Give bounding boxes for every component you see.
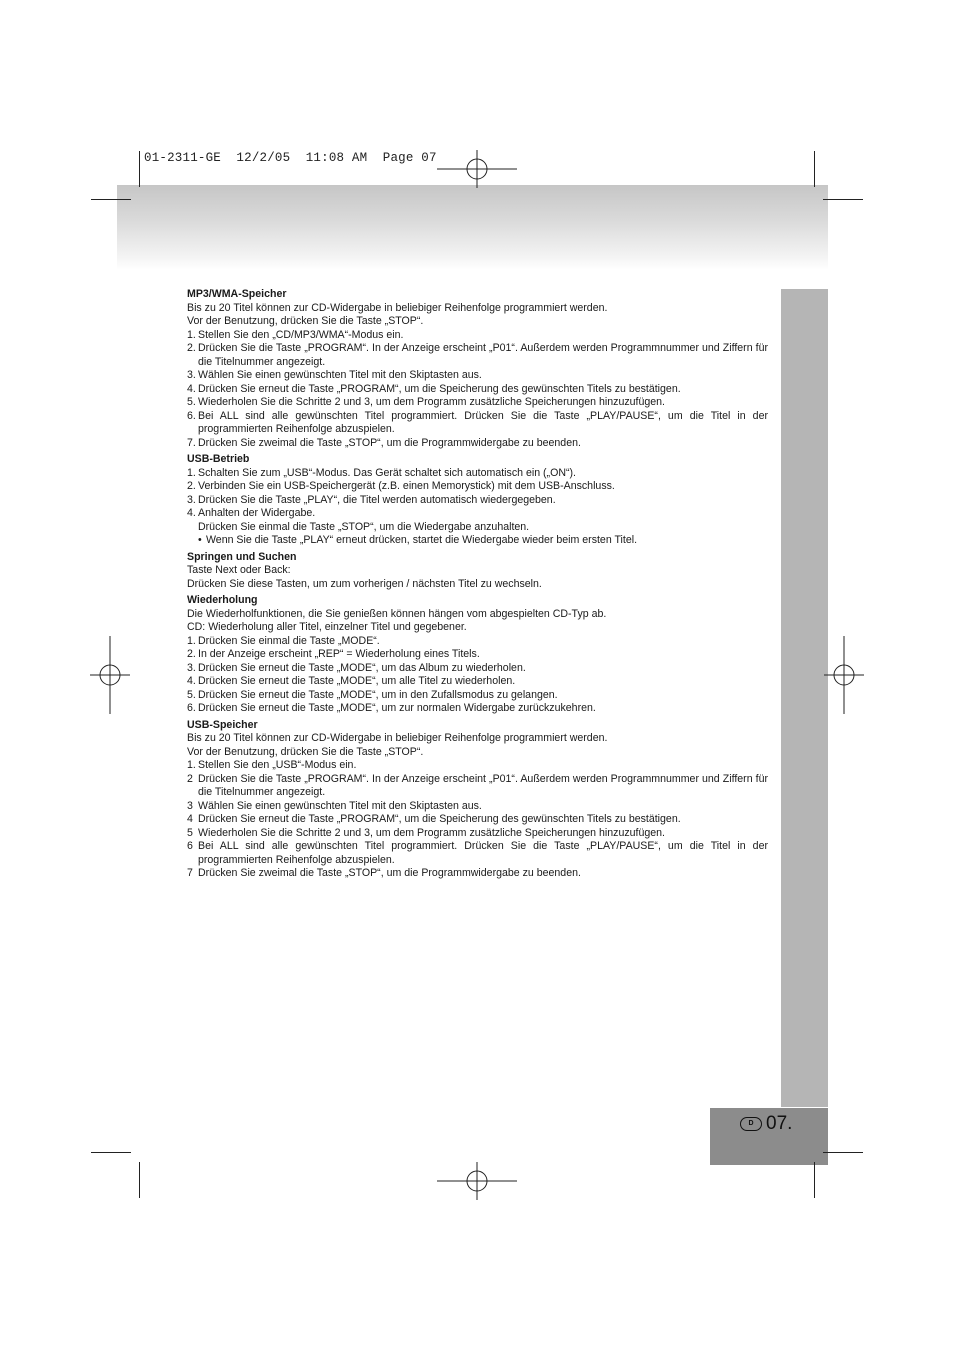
step-text: Wiederholen Sie die Schritte 2 und 3, um dem Programm zusätzliche Speicherungen hinzuzufügen. <box>198 396 665 408</box>
section-title: Springen und Suchen <box>187 550 297 563</box>
crop-mark <box>139 151 140 187</box>
registration-mark-icon <box>90 636 130 716</box>
header-band <box>117 185 828 270</box>
step-number: 6. <box>187 409 196 422</box>
section-title: MP3/WMA-Speicher <box>187 288 287 300</box>
step-text: Drücken Sie erneut die Taste „PROGRAM“, um die Speicherung des gewünschten Titels zu bestätigen. <box>198 813 681 825</box>
intro-line: Bis zu 20 Titel können zur CD-Widergabe in beliebiger Reihenfolge programmiert werden. <box>187 732 608 744</box>
bullet-item <box>187 534 768 548</box>
step-text: Wählen Sie einen gewünschten Titel mit den Skiptasten aus. <box>198 799 482 812</box>
step-number: 2. <box>187 342 196 354</box>
step-number: 3. <box>187 661 196 674</box>
step <box>187 689 768 703</box>
intro-line: Drücken Sie diese Tasten, um zum vorherigen / nächsten Titel zu wechseln. <box>187 577 542 590</box>
section-mp3-wma-speicher <box>187 288 768 450</box>
section-title: USB-Speicher <box>187 718 258 731</box>
intro-line: Bis zu 20 Titel können zur CD-Widergabe in beliebiger Reihenfolge programmiert werden. <box>187 301 608 314</box>
step-text: Anhalten der Widergabe. <box>198 507 316 519</box>
bullet-icon: • <box>198 534 202 546</box>
step-text: Wiederholen Sie die Schritte 2 und 3, um dem Programm zusätzliche Speicherungen hinzuzufügen. <box>198 826 665 839</box>
step-number: 4. <box>187 382 196 395</box>
step <box>187 635 768 649</box>
step-number: 5 <box>187 826 193 839</box>
registration-mark-icon <box>437 150 517 190</box>
step <box>187 410 768 437</box>
intro-line: Vor der Benutzung, drücken Sie die Taste „STOP“. <box>187 745 424 758</box>
step <box>187 480 768 494</box>
step-text: Drücken Sie erneut die Taste „MODE“, um zur normalen Widergabe zurückzukehren. <box>198 702 596 714</box>
section-wiederholung <box>187 594 768 716</box>
step <box>187 383 768 397</box>
intro-line: Taste Next oder Back: <box>187 564 291 576</box>
section-usb-speicher <box>187 719 768 881</box>
page-number <box>740 1113 792 1135</box>
step-number: 7. <box>187 436 196 449</box>
step-text: Stellen Sie den „CD/MP3/WMA“-Modus ein. <box>198 328 404 341</box>
step-text: Drücken Sie zweimal die Taste „STOP“, um die Programmwidergabe zu beenden. <box>198 867 581 879</box>
step-number: 2. <box>187 648 196 660</box>
step-number: 1. <box>187 759 196 771</box>
step <box>187 840 768 867</box>
crop-mark <box>139 1162 140 1198</box>
section-title: USB-Betrieb <box>187 453 250 465</box>
step <box>187 702 768 716</box>
step-text: Schalten Sie zum „USB“-Modus. Das Gerät schaltet sich automatisch ein („ON“). <box>198 466 576 479</box>
sub-line: Drücken Sie einmal die Taste „STOP“, um die Wiedergabe anzuhalten. <box>198 520 530 533</box>
step-text: Bei ALL sind alle gewünschten Titel programmiert. Drücken Sie die Taste „PLAY/PAUSE“, um die Titel in der programmierten Reihenfolge abzuspielen. <box>198 840 768 866</box>
page-number-text: 07. <box>766 1113 793 1134</box>
step-number: 7 <box>187 867 193 879</box>
crop-mark <box>814 1162 815 1198</box>
step-number: 3. <box>187 493 196 506</box>
step <box>187 773 768 800</box>
step-text: Wählen Sie einen gewünschten Titel mit den Skiptasten aus. <box>198 369 482 381</box>
step-text: Drücken Sie erneut die Taste „MODE“, um in den Zufallsmodus zu gelangen. <box>198 688 558 701</box>
crop-mark <box>814 151 815 187</box>
step-text: Verbinden Sie ein USB-Speichergerät (z.B. einen Memorystick) mit dem USB-Anschluss. <box>198 480 615 492</box>
step-number: 6. <box>187 702 196 714</box>
step <box>187 494 768 508</box>
step <box>187 507 768 521</box>
side-tab <box>781 289 828 1107</box>
section-title: Wiederholung <box>187 594 258 606</box>
step-text: Drücken Sie die Taste „PROGRAM“. In der Anzeige erscheint „P01“. Außerdem werden Programmnummer und Ziffern für die Titelnummer angezeigt. <box>198 342 768 368</box>
registration-mark-icon <box>824 636 864 716</box>
step-number: 6 <box>187 840 193 852</box>
intro-line: CD: Wiederholung aller Titel, einzelner Titel und gegebener. <box>187 621 467 633</box>
crop-mark <box>91 199 131 200</box>
step <box>187 813 768 827</box>
step-number: 4. <box>187 675 196 687</box>
step <box>187 342 768 369</box>
step <box>187 800 768 814</box>
language-badge: D <box>740 1117 762 1131</box>
step-text: Drücken Sie die Taste „PLAY“, die Titel werden automatisch wiedergegeben. <box>198 493 556 506</box>
step-number: 1. <box>187 328 196 341</box>
step <box>187 369 768 383</box>
step <box>187 675 768 689</box>
step-number: 4 <box>187 813 193 825</box>
step-number: 3. <box>187 369 196 381</box>
manual-content <box>187 288 768 884</box>
step-number: 2. <box>187 480 196 492</box>
intro-line: Vor der Benutzung, drücken Sie die Taste „STOP“. <box>187 315 424 327</box>
section-springen-und-suchen <box>187 551 768 592</box>
step-text: Drücken Sie erneut die Taste „MODE“, um alle Titel zu wiederholen. <box>198 675 516 687</box>
step <box>187 437 768 451</box>
step-text: Stellen Sie den „USB“-Modus ein. <box>198 759 357 771</box>
crop-mark <box>91 1152 131 1153</box>
step <box>187 827 768 841</box>
bullet-text: Wenn Sie die Taste „PLAY“ erneut drücken, startet die Wiedergabe wieder beim ersten Titel. <box>206 534 638 546</box>
registration-mark-icon <box>437 1162 517 1202</box>
step <box>187 759 768 773</box>
step-text: Drücken Sie die Taste „PROGRAM“. In der Anzeige erscheint „P01“. Außerdem werden Programmnummer und Ziffern für die Titelnummer angezeigt. <box>198 772 768 798</box>
step-text: Drücken Sie erneut die Taste „PROGRAM“, um die Speicherung des gewünschten Titels zu bestätigen. <box>198 382 681 395</box>
crop-mark <box>823 199 863 200</box>
intro-line: Die Wiederholfunktionen, die Sie genießen können hängen vom abgespielten CD-Typ ab. <box>187 607 607 620</box>
step-text: Drücken Sie einmal die Taste „MODE“. <box>198 634 380 647</box>
step-text: In der Anzeige erscheint „REP“ = Wiederholung eines Titels. <box>198 648 480 660</box>
step-number: 4. <box>187 507 196 519</box>
print-slug: 01-2311-GE 12/2/05 11:08 AM Page 07 <box>144 151 437 165</box>
step <box>187 662 768 676</box>
step-number: 5. <box>187 396 196 408</box>
step <box>187 867 768 881</box>
step-text: Bei ALL sind alle gewünschten Titel programmiert. Drücken Sie die Taste „PLAY/PAUSE“, um die Titel in der programmierten Reihenfolge abzuspielen. <box>198 409 768 435</box>
step <box>187 648 768 662</box>
step-number: 3 <box>187 799 193 812</box>
step <box>187 396 768 410</box>
step-number: 1. <box>187 466 196 479</box>
section-usb-betrieb <box>187 453 768 548</box>
step-number: 2 <box>187 772 193 785</box>
step-text: Drücken Sie zweimal die Taste „STOP“, um die Programmwidergabe zu beenden. <box>198 436 581 449</box>
step-text: Drücken Sie erneut die Taste „MODE“, um das Album zu wiederholen. <box>198 661 526 674</box>
crop-mark <box>823 1152 863 1153</box>
step <box>187 329 768 343</box>
step-number: 5. <box>187 688 196 701</box>
step-number: 1. <box>187 634 196 647</box>
step <box>187 467 768 481</box>
